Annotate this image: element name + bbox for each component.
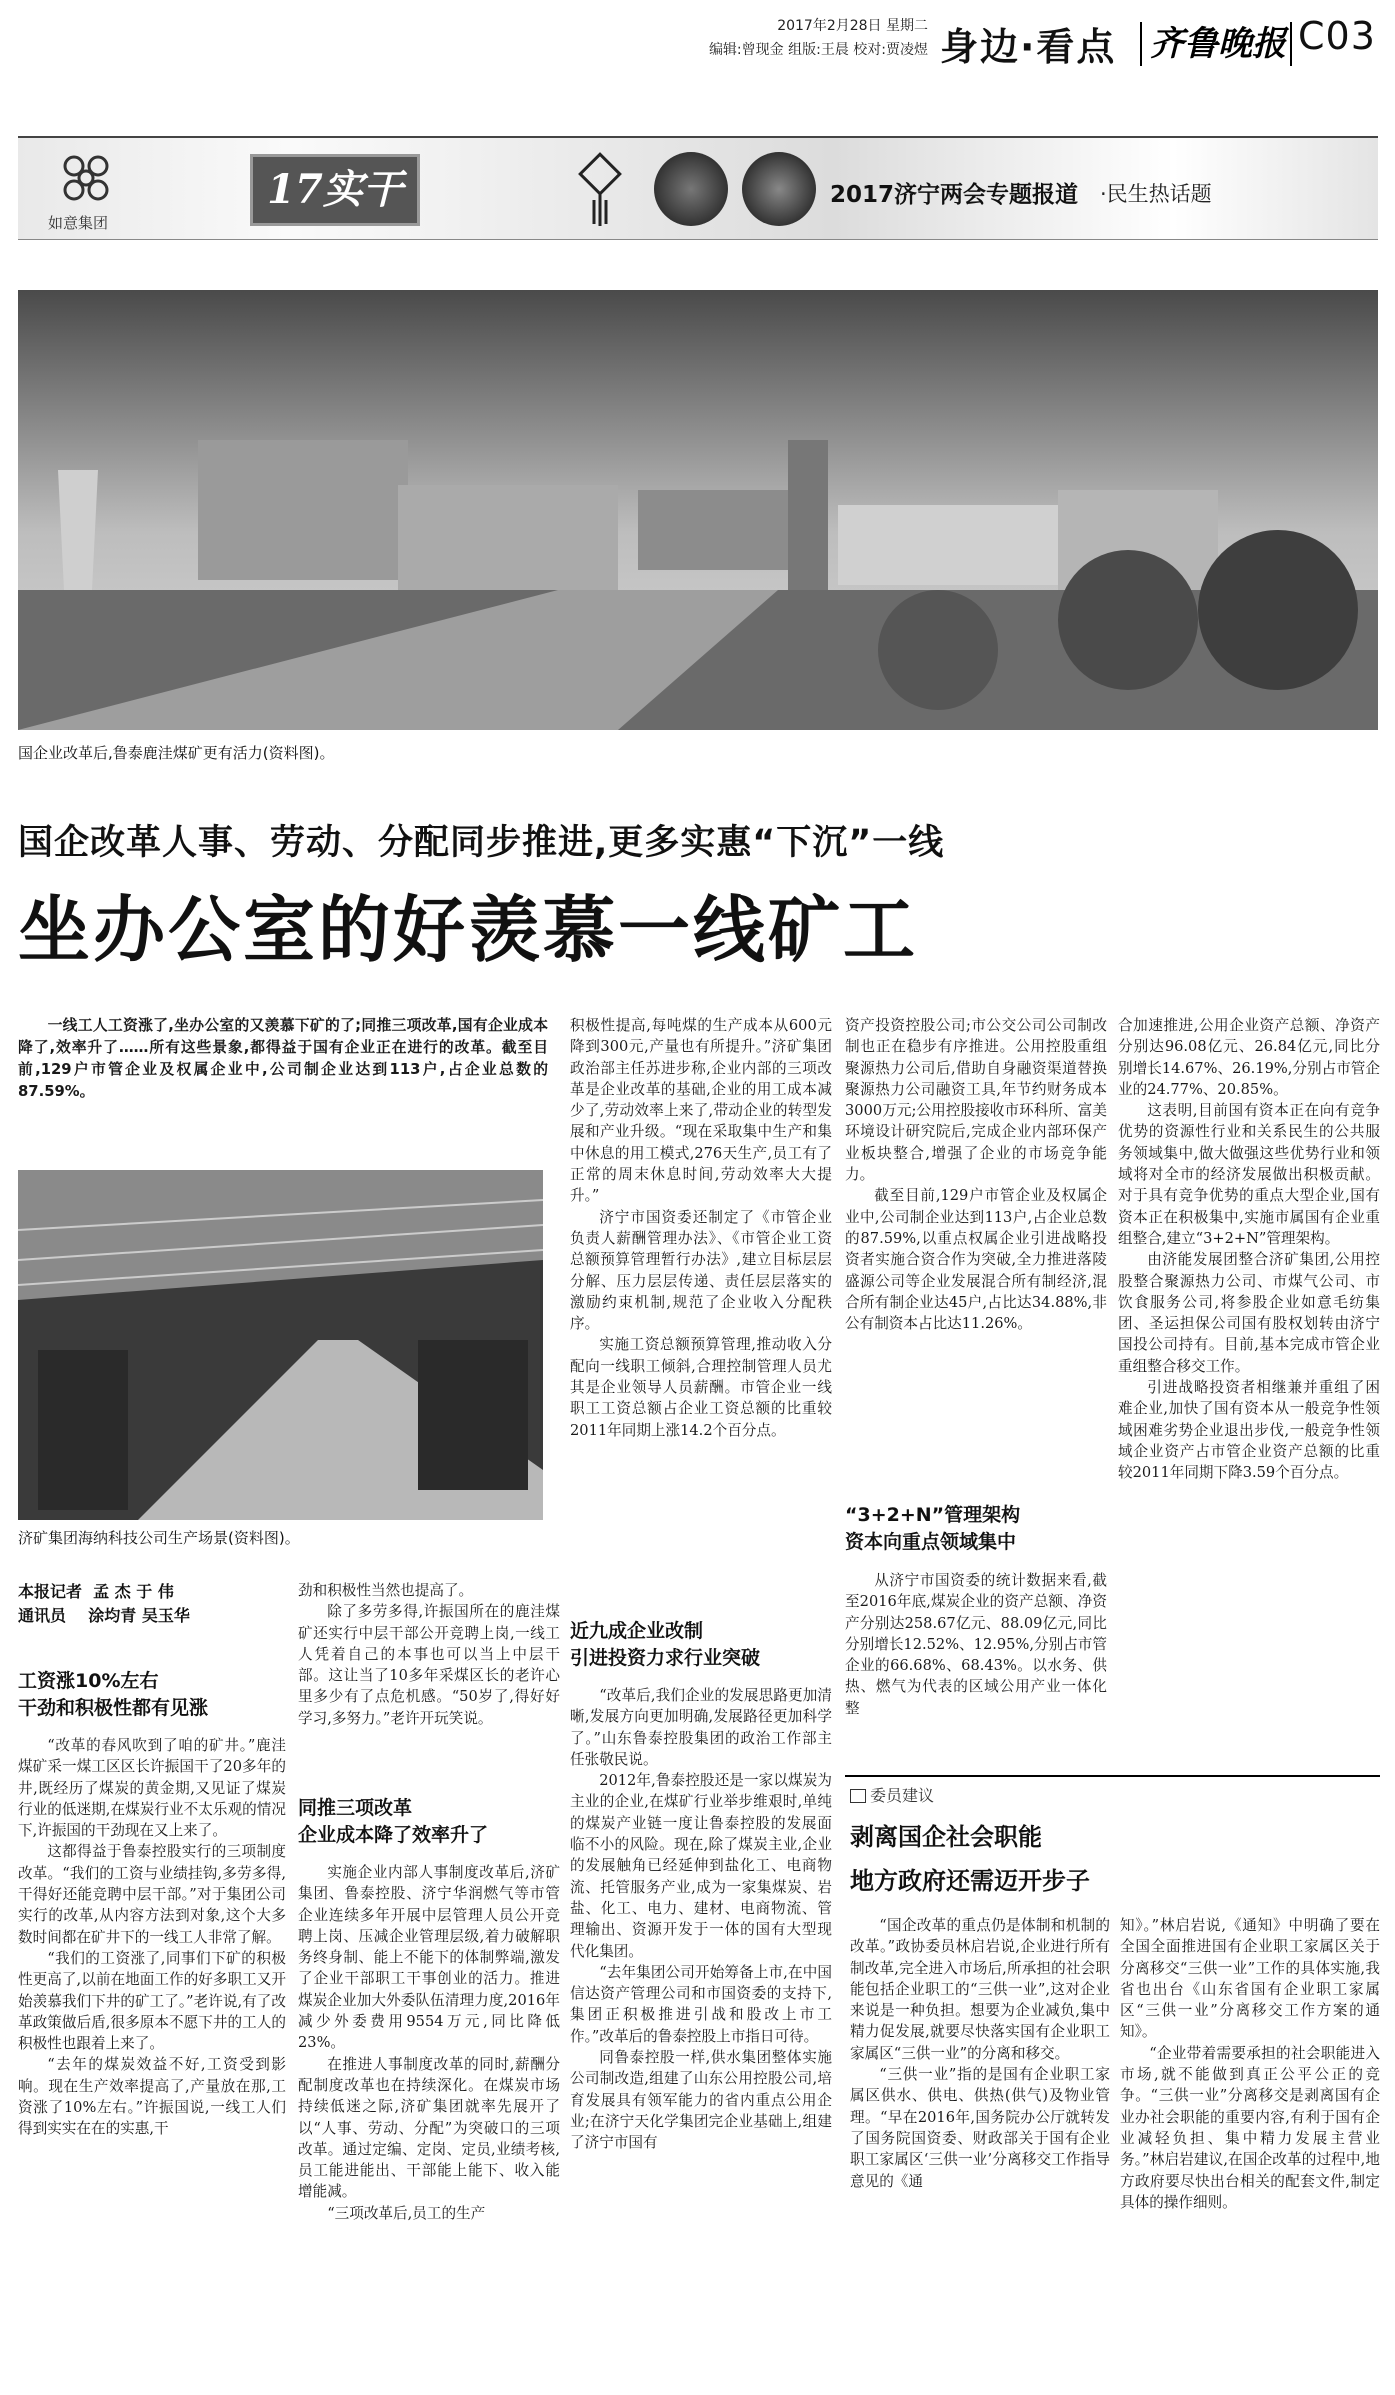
lead-paragraph [18, 1015, 548, 1103]
col4b-paragraph: 从济宁市国资委的统计数据来看,截至2016年底,煤炭企业的资产总额、净资产分别达258.67亿元、88.09亿元,同比分别增长12.52%、12.95%,分别占市管企业的66.68%、68.43%。以水务、供热、燃气为代表的区域公用产业一体化整 [845, 1572, 1107, 1717]
banner-title: 2017济宁两会专题报道 [830, 182, 1079, 208]
banner-tag: ·民生热话题 [1100, 182, 1212, 206]
correspondent-label: 通讯员 [18, 1606, 67, 1625]
committee-paragraph: “国企改革的重点仍是体制和机制的改革。”政协委员林启岩说,企业进行所有制改革,完全进入市场后,所承担的社会职能包括企业职工的“三供一业”,这对企业来说是一种负担。想要为企业减负,集中精力促发展,就要尽快落实国有企业职工家属区“三供一业”的分离和移交。 [850, 1917, 1110, 2062]
committee-title: 剥离国企社会职能 地方政府还需迈开步子 [850, 1823, 1090, 1895]
factory-photo-caption: 济矿集团海纳科技公司生产场景(资料图)。 [18, 1529, 300, 1547]
column-4-top [845, 1015, 1107, 1470]
committee-label-text: 委员建议 [870, 1786, 935, 1805]
date-line: 2017年2月28日 星期二 [777, 18, 928, 34]
national-emblem-icon [654, 152, 728, 226]
col3-paragraph: 实施工资总额预算管理,推动收入分配向一线职工倾斜,合理控制管理人员尤其是企业领导人员薪酬。市管企业一线职工工资总额占企业工资总额的比重较2011年同期上涨14.2个百分点。 [570, 1336, 832, 1439]
col3b-paragraph: “改革后,我们企业的发展思路更加清晰,发展方向更加明确,发展路径更加科学了。”山东鲁泰控股集团的政治工作部主任张敬民说。 [570, 1687, 832, 1768]
subhead-restructure: 近九成企业改制 引进投资力求行业突破 [570, 1620, 761, 1669]
slogan-text: 17实干 [267, 166, 403, 213]
col1-paragraph: “我们的工资涨了,同事们下矿的积极性更高了,以前在地面工作的好多职工又开始羡慕我们下井的矿工了。”老许说,有了改革政策做后盾,很多原本不愿下井的工人的积极性也跟着上来了。 [18, 1949, 286, 2053]
headline-kicker: 国企改革人事、劳动、分配同步推进,更多实惠“下沉”一线 [18, 823, 945, 863]
chinese-knot-icon [570, 148, 630, 228]
col5-paragraph: 这表明,目前国有资本正在向有竞争优势的资源性行业和关系民生的公共服务领域集中,做大做强这些优势行业和领域将对全市的经济发展做出积极贡献。对于具有竞争优势的重点大型企业,国有资本正在积极集中,实施市属国有企业重组整合,建立“3+2+N”管理架构。 [1118, 1102, 1380, 1247]
col3b-paragraph: 2012年,鲁泰控股还是一家以煤炭为主业的企业,在煤矿行业举步维艰时,单纯的煤炭产业链一度让鲁泰控股的发展面临不小的风险。现在,除了煤炭主业,企业的发展触角已经延伸到盐化工、电商物流、托管服务产业,成为一家集煤炭、岩盐、化工、电力、建材、电商物流、管理输出、资源开发于一体的国有大型现代化集团。 [570, 1772, 832, 1960]
committee-column-a [850, 1915, 1110, 2375]
col5-paragraph: 合加速推进,公用企业资产总额、净资产分别达96.08亿元、26.84亿元,同比分别增长14.67%、26.19%,分别占市管企业的24.77%、20.85%。 [1118, 1017, 1380, 1098]
banner [18, 136, 1378, 240]
byline [18, 1580, 288, 1628]
col1-paragraph: “去年的煤炭效益不好,工资受到影响。现在生产效率提高了,产量放在那,工资涨了10%左右。”许振国说,一线工人们得到实实在在的实惠,干 [18, 2056, 286, 2138]
top-photo-caption: 国企业改革后,鲁泰鹿洼煤矿更有活力(资料图)。 [18, 744, 335, 762]
page-number: C03 [1298, 14, 1376, 58]
document-icon [850, 1789, 866, 1803]
section-name: 身边·看点 [940, 25, 1117, 69]
col4-paragraph: 截至目前,129户市管企业及权属企业中,公司制企业达到113户,占企业总数的87.59%,以重点权属企业引进战略投资者实施合资合作为突破,全力推进落陵盛源公司等企业发展混合所有制经济,混合所有制企业达45户,占比达34.88%,非公有制资本占比达11.26%。 [845, 1187, 1107, 1333]
slogan-plate [250, 154, 420, 226]
column-1 [18, 1735, 286, 2375]
col5-paragraph: 引进战略投资者相继兼并重组了困难企业,加快了国有资本从一般竞争性领域困难劣势企业退出步伐,一般竞争性领域企业资产占市管企业资产总额的比重较2011年同期下降3.59个百分点。 [1118, 1379, 1380, 1482]
committee-label [850, 1783, 934, 1806]
committee-paragraph: “企业带着需要承担的社会职能进入市场,就不能做到真正公平公正的竞争。“三供一业”分离移交是剥离国有企业办社会职能的重要内容,有利于国有企业减轻负担、集中精力发展主营业务。”林启岩建议,在国企改革的过程中,地方政府要尽快出台相关的配套文件,制定具体的操作细则。 [1120, 2044, 1380, 2211]
lead-text: 一线工人工资涨了,坐办公室的又羡慕下矿的了;同推三项改革,国有企业成本降了,效率升了……所有这些景象,都得益于国有企业正在进行的改革。截至目前,129户市管企业及权属企业中,公司制企业达到113户,占企业总数的87.59%。 [18, 1017, 548, 1100]
factory-photo [18, 1170, 543, 1520]
col4-paragraph: 资产投资控股公司;市公交公司公司制改制也正在稳步有序推进。公用控股重组聚源热力公司后,借助自身融资渠道替换聚源热力公司融资工具,年节约财务成本3000万元;公用控股接收市环科所、富美环境设计研究院后,完成企业内部环保产业板块整合,增强了企业的市场竞争能力。 [845, 1017, 1107, 1184]
paper-logo: 齐鲁晚报 [1150, 24, 1286, 64]
reporter-label: 本报记者 [18, 1582, 83, 1601]
header-divider-2 [1290, 22, 1292, 66]
reporter-names: 孟 杰 于 伟 [93, 1582, 174, 1601]
col3-paragraph: 济宁市国资委还制定了《市管企业负责人薪酬管理办法》、《市管企业工资总额预算管理暂行办法》,建立目标层层分解、压力层层传递、责任层层落实的激励约束机制,规范了企业收入分配秩序。 [570, 1208, 832, 1333]
committee-column-b [1120, 1915, 1380, 2375]
correspondent-names: 涂均青 吴玉华 [88, 1606, 190, 1625]
col1-paragraph: 这都得益于鲁泰控股实行的三项制度改革。“我们的工资与业绩挂钩,多劳多得,干得好还能竞聘中层干部。”对于集团公司实行的改革,从内容方法到对象,这个大多数时间都在矿井下的一线工人非常了解。 [18, 1843, 286, 1946]
committee-paragraph: “三供一业”指的是国有企业职工家属区供水、供电、供热(供气)及物业管理。“早在2016年,国务院办公厅就转发了国务院国资委、财政部关于国有企业职工家属区‘三供一业’分离移交工作指导意见的《通 [850, 2066, 1110, 2190]
committee-paragraph: 知》。”林启岩说,《通知》中明确了要在全国全面推进国有企业职工家属区关于分离移交“三供一业”工作的具体实施,我省也出台《山东省国有企业职工家属区“三供一业”分离移交工作方案的通知》。 [1120, 1917, 1380, 2041]
cppcc-emblem-icon [742, 152, 816, 226]
column-2-top [298, 1580, 560, 1900]
committee-top-rule [845, 1775, 1380, 1777]
col2-paragraph: 劲和积极性当然也提高了。 [298, 1582, 474, 1599]
sponsor-name: 如意集团 [48, 214, 109, 232]
column-4-bottom [845, 1570, 1107, 1760]
col3b-paragraph: “去年集团公司开始筹备上市,在中国信达资产管理公司和市国资委的支持下,集团正积极推进引战和股改上市工作。”改革后的鲁泰控股上市指日可待。 [570, 1963, 832, 2045]
col3-paragraph: 积极性提高,每吨煤的生产成本从600元降到300元,产量也有所提升。”济矿集团政治部主任苏进步称,企业内部的三项改革是企业改革的基础,企业的用工成本减少了,劳动效率上来了,带动企业的转型发展和产业升级。“现在采取集中生产和集中休息的用工模式,276天生产,员工有了正常的周末休息时间,劳动效率大大提升。” [570, 1017, 832, 1205]
col5-paragraph: 由济能发展团整合济矿集团,公用控股整合聚源热力公司、市煤气公司、市饮食服务公司,将参股企业如意毛纺集团、圣运担保公司国有股权划转由济宁国投公司持有。目前,基本完成市管企业重组整合移交工作。 [1118, 1251, 1380, 1375]
col3b-paragraph: 同鲁泰控股一样,供水集团整体实施公司制改造,组建了山东公用控股公司,培育发展具有领军能力的省内重点公用企业;在济宁天化学集团完企业基础上,组建了济宁市国有 [570, 2049, 832, 2152]
column-3-bottom [570, 1685, 832, 2375]
col1-paragraph: “改革的春风吹到了咱的矿井。”鹿洼煤矿采一煤工区区长许振国干了20多年的井,既经历了煤炭的黄金期,又见证了煤炭行业的低迷期,在煤炭行业不太乐观的情况下,许振国的干劲现在又上来了。 [18, 1737, 286, 1840]
col2-paragraph: “三项改革后,员工的生产 [327, 2204, 486, 2222]
column-5 [1118, 1015, 1380, 1765]
subhead-framework: “3+2+N”管理架构 资本向重点领域集中 [845, 1504, 1021, 1553]
staff-line: 编辑:曾现金 组版:王晨 校对:贾凌煜 [708, 42, 928, 58]
header-divider [1140, 22, 1142, 66]
col2-paragraph: 在推进人事制度改革的同时,薪酬分配制度改革也在持续深化。在煤炭市场持续低迷之际,济矿集团就率先展开了以“人事、劳动、分配”为突破口的三项改革。通过定编、定岗、定员,业绩考核,员工能进能出、干部能上能下、收入能增能减。 [298, 2055, 560, 2201]
subhead-reform: 同推三项改革 企业成本降了效率升了 [298, 1797, 489, 1846]
column-2-bottom [298, 1862, 560, 2375]
ruyi-logo-icon [58, 150, 114, 206]
top-photo [18, 290, 1378, 730]
col2-paragraph: 除了多劳多得,许振国所在的鹿洼煤矿还实行中层干部公开竞聘上岗,一线工人凭着自己的本事也可以当上中层干部。这让当了10多年采煤区长的老许心里多少有了点危机感。“50岁了,得好好学习,多努力。”老许开玩笑说。 [298, 1603, 560, 1727]
subhead-wages: 工资涨10%左右 干劲和积极性都有见涨 [18, 1670, 209, 1719]
headline-title: 坐办公室的好羡慕一线矿工 [18, 888, 919, 972]
col2-paragraph: 实施企业内部人事制度改革后,济矿集团、鲁泰控股、济宁华润燃气等市管企业连续多年开展中层管理人员公开竞聘上岗、压减企业管理层级,着力破解职务终身制、能上不能下的体制弊端,激发了企业干部职工干事创业的活力。推进煤炭企业加大外委队伍清理力度,2016年减少外委费用9554万元,同比降低23%。 [298, 1864, 560, 2052]
column-3-top [570, 1015, 832, 1580]
